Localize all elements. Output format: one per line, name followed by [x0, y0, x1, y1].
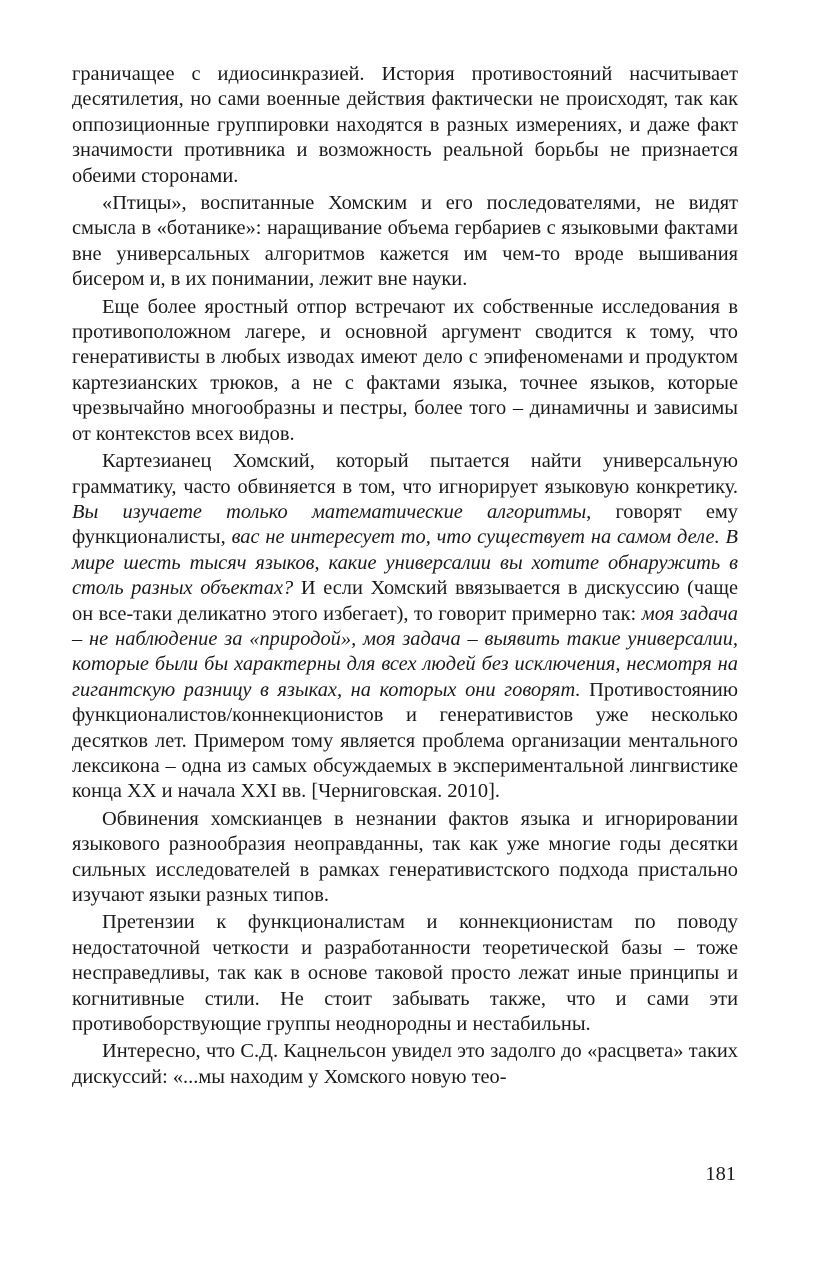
paragraph-5: Обвинения хомскианцев в незнании фактов языка и игнорировании языкового разнообразия неоправданны, так как уже многие годы десятки сильных исследователей в рамках генеративистского подхода пристально изучают языки разных типов. [72, 807, 738, 906]
paragraph-1: граничащее с идиосинкразией. История противостояний насчитывает десятилетия, но сами военные действия фактически не происходят, так как оппозиционные группировки находятся в разных измерениях, и даже факт значимости противника и возможность реальной борьбы не признается обеими сторонами. [72, 63, 738, 187]
paragraph-4-italic-d: вас не интересует то, что существует на самом деле. В мире шесть тысяч языков, какие универсалии вы хотите обнаружить в столь разных объектах? [72, 526, 738, 600]
paragraph-3: Еще более яростный отпор встречают их собственные исследования в противоположном лагере, и основной аргумент сводится к тому, что генеративисты в любых изводах имеют дело с эпифеноменами и продуктом картезианских трюков, а не с фактами языка, точнее языков, которые чрезвычайно многообразны и пестры, более того – динамичны и зависимы от контекстов всех видов. [72, 295, 738, 445]
paragraph-4-text-c: говорят ему функционалисты, [72, 500, 738, 549]
paragraph-2: «Птицы», воспитанные Хомским и его последователями, не видят смысла в «ботанике»: наращивание объема гербариев с языковыми фактами вне универсальных алгоритмов кажется им чем-то вроде вышивания бисером и, в их понимании, лежит вне науки. [72, 192, 738, 291]
paragraph-6: Претензии к функционалистам и коннекционистам по поводу недостаточной четкости и разработанности теоретической базы – тоже несправедливы, так как в основе таковой просто лежат иные принципы и когнитивные стили. Не стоит забывать также, что и сами эти противоборствующие группы неоднородны и нестабильны. [72, 911, 738, 1036]
paragraph-4-text-a: Картезианец Хомский, который пытается найти универсальную грамматику, часто обвиняется в том, что игнорирует языковую конкретику. [72, 450, 738, 498]
paragraph-4-text-e: И если Хомский ввязывается в дискуссию (чаще он все-таки деликатно этого избегает), то говорит примерно так: [72, 577, 738, 625]
paragraph-4-italic-f: моя задача – не наблюдение за «природой», моя задача – выявить такие универсалии, которые были бы характерны для всех людей без исключения, несмотря на гигантскую разницу в языках, на которых они говорят. [72, 602, 738, 701]
paragraph-4-text-g: Противостоянию функционалистов/коннекционистов и генеративистов уже несколько десятков лет. Примером тому является проблема организации ментального лексикона – одна из самых обсуждаемых в экспериментальной лингвистике конца XX и начала XXI вв. [Черниговская. 2010]. [72, 678, 738, 803]
page-number: 181 [705, 1163, 736, 1185]
page-body [72, 62, 738, 1092]
paragraph-4 [72, 449, 738, 805]
paragraph-7: Интересно, что С.Д. Кацнельсон увидел это задолго до «расцвета» таких дискуссий: «...мы находим у Хомского новую тео- [72, 1040, 738, 1088]
paragraph-4-italic-b: Вы изучаете только математические алгоритмы, [72, 500, 592, 523]
